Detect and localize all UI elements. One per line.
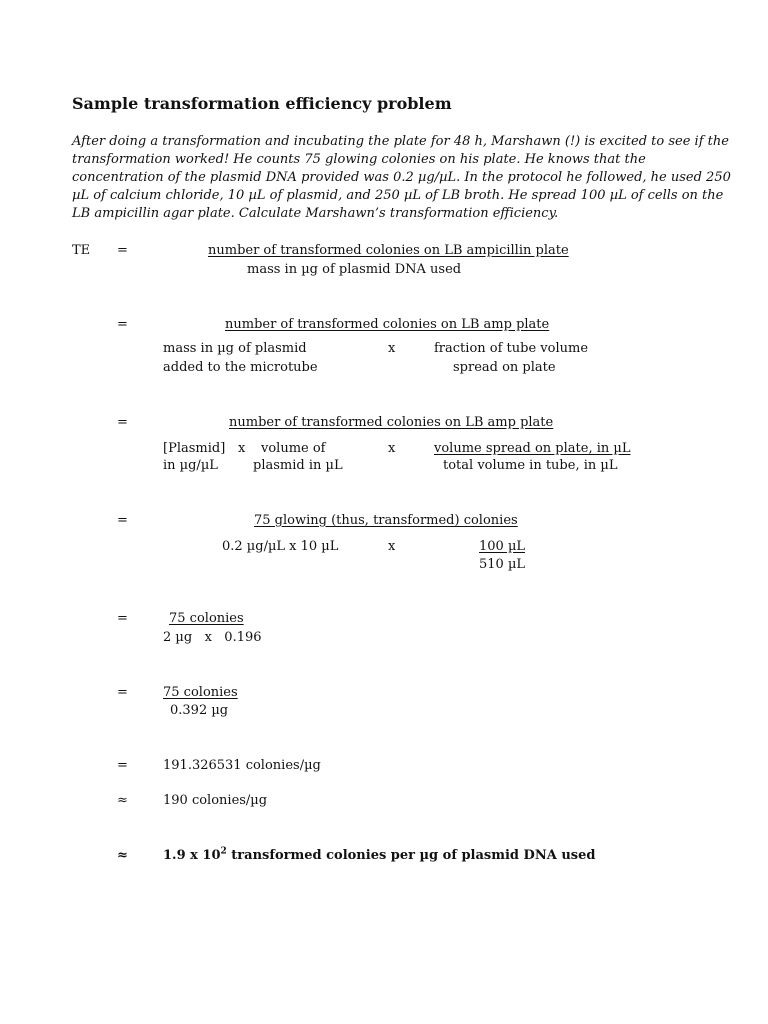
problem-line: transformation worked! He counts 75 glowing colonies on his plate. He knows that the [72,152,646,167]
step3-numerator: number of transformed colonies on LB amp plate [229,415,554,430]
step3-volume-label: volume of [261,441,326,456]
equals-sign: = [117,415,128,430]
approx-sign: ≈ [117,848,128,863]
final-mantissa: 1.9 x 10 [163,848,221,863]
step3-volume-units: plasmid in µL [253,458,343,473]
step2-numerator: number of transformed colonies on LB amp plate [225,317,550,332]
step7-result: 191.326531 colonies/µg [163,758,321,773]
step4-right-denominator: 510 µL [479,557,526,572]
equals-sign: = [117,317,128,332]
step4-left: 0.2 µg/µL x 10 µL [222,539,339,554]
equals-sign: = [117,758,128,773]
times-sign: x [238,441,246,456]
problem-line: After doing a transformation and incubating the plate for 48 h, Marshawn (!) is excited to see if the [72,134,729,149]
step1-numerator: number of transformed colonies on LB ampicillin plate [208,243,569,258]
step2-right-line2: spread on plate [453,360,556,375]
step3-right-denominator: total volume in tube, in µL [443,458,618,473]
equals-sign: = [117,611,128,626]
step2-left-line1: mass in µg of plasmid [163,341,307,356]
times-sign: x [388,539,396,554]
final-text: transformed colonies per µg of plasmid DNA used [226,848,596,863]
step4-numerator: 75 glowing (thus, transformed) colonies [254,513,518,528]
equals-sign: = [117,243,128,258]
problem-statement [72,133,731,223]
final-answer [163,847,595,865]
step4-right-numerator: 100 µL [479,539,526,554]
final-exponent: 2 [220,846,227,857]
problem-line: concentration of the plasmid DNA provided was 0.2 µg/µL. In the protocol he followed, he used 250 [72,170,731,185]
step6-numerator: 75 colonies [163,685,238,700]
step3-right-numerator: volume spread on plate, in µL [434,441,631,456]
problem-line: LB ampicillin agar plate. Calculate Marshawn’s transformation efficiency. [72,206,559,221]
equals-sign: = [117,513,128,528]
step1-denominator: mass in µg of plasmid DNA used [247,262,462,277]
step5-numerator: 75 colonies [169,611,244,626]
step5-denominator: 2 µg x 0.196 [163,630,262,645]
times-sign: x [388,341,396,356]
step2-right-line1: fraction of tube volume [434,341,589,356]
step3-plasmid-label: [Plasmid] [163,441,226,456]
step3-plasmid-units: in µg/µL [163,458,218,473]
approx-sign: ≈ [117,793,128,808]
times-sign: x [388,441,396,456]
te-label: TE [72,243,91,258]
page-title: Sample transformation efficiency problem [72,94,452,113]
step6-denominator: 0.392 µg [170,703,229,718]
step2-left-line2: added to the microtube [163,360,318,375]
equals-sign: = [117,685,128,700]
problem-line: µL of calcium chloride, 10 µL of plasmid, and 250 µL of LB broth. He spread 100 µL of cells on the [72,188,724,203]
step8-result: 190 colonies/µg [163,793,268,808]
